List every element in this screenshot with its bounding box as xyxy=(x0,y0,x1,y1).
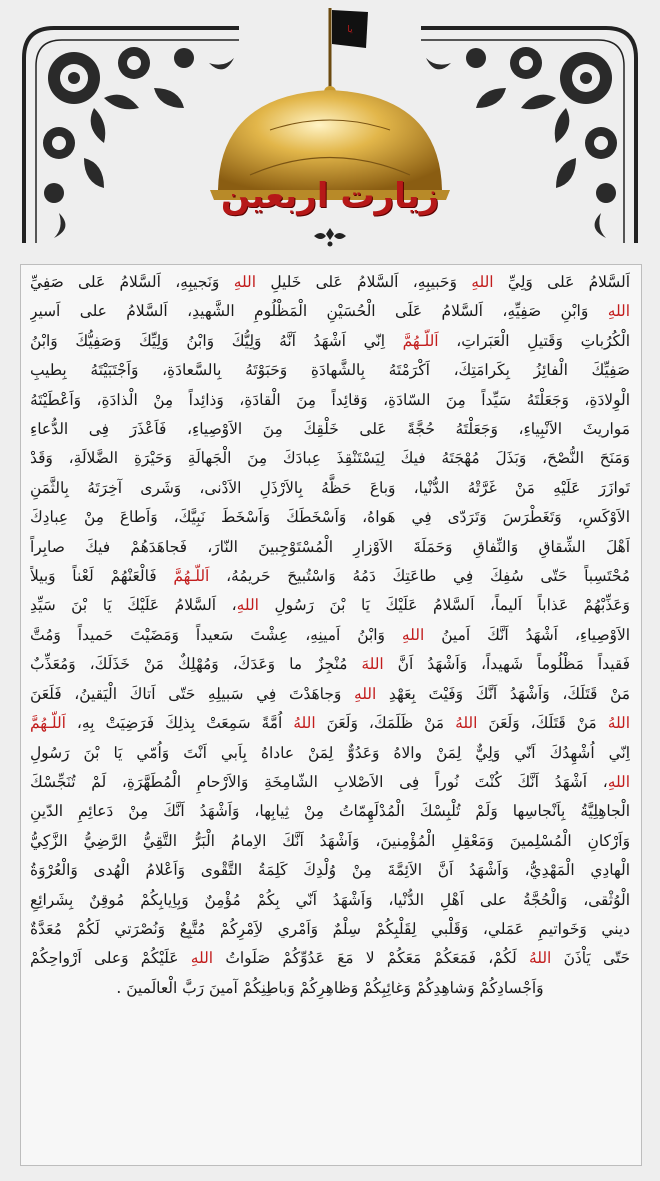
text-line xyxy=(30,297,630,326)
text-segment: وَحَبيبِهِ، اَلسَّلامُ عَلى خَليلِ xyxy=(256,273,472,291)
text-line xyxy=(30,474,630,503)
text-line xyxy=(30,621,630,650)
text-segment: اُمَّةً سَمِعَتْ بِذلِكَ فَرَضِيَتْ بِهِ، xyxy=(65,714,294,733)
divine-name-highlight: اللهُ xyxy=(528,949,552,968)
text-segment: الْوِلادَةِ، وَجَعَلْتَهُ سَيِّداً مِنَ السّادَةِ، وَقائِداً مِنَ الْقادَةِ، وَذائِداً مِنْ الْذادَةِ، وَاَعْطَيْتَهُ xyxy=(30,390,630,409)
divine-name-highlight: اللهُ xyxy=(455,714,478,733)
text-segment: مَنْ ظَلَمَكَ، وَلَعَنَ xyxy=(315,714,456,733)
text-segment: صَفِيِّكَ الْفائِزُ بِكَرامَتِكَ، اَكْرَمْتَهُ بِالشَّهادَةِ وَحَبَوْتَهُ بِالسَّعادَةِ، وَاَجْتَبَيْتَهُ بِطيبِ xyxy=(30,361,630,380)
text-segment: مَنْ قَتَلَكَ، وَاَشْهَدُ اَنَّكَ وَفَيْتَ بِعَهْدِ xyxy=(376,684,630,703)
text-segment: حَتّى يَاْذَنَ xyxy=(551,949,630,968)
divine-name-highlight: اَللّـهُمَّ xyxy=(30,714,66,733)
text-segment: مُحْتَسِباً حَتّى سُفِكَ فِي طاعَتِكَ دَمُهُ وَاسْتُبيحَ حَريمُهُ، xyxy=(209,567,630,586)
text-segment: وَابْنُ اَمينِهِ، عِشْتَ سَعيداً وَمَضَيْتَ حَميداً وَمُتَّ xyxy=(30,625,402,644)
text-segment: ، اَشْهَدُ اَنَّكَ كُنْتَ نُوراً فِى الاَصْلابِ الشّامِخَةِ وَالاَرْحامِ الْمُطَهَّرَةِ، لَمْ تُنَجِّسْكَ xyxy=(30,772,608,791)
text-line xyxy=(30,680,630,709)
divine-name-highlight: اللهَ xyxy=(361,655,384,674)
text-segment: الْجاهِلِيَّةُ بِاَنْجاسِها وَلَمْ تُلْبِسْكَ الْمُدْلَهِمّاتُ مِنْ ثِيابِها، وَاَشْهَدُ اَنَّكَ مِنْ دَعائِمِ الدّينِ xyxy=(30,802,630,821)
text-segment: اِنّي اَشْهَدُ اَنَّهُ وَلِيُّكَ وَابْنُ وَلِيِّكَ وَصَفِيُّكَ وَابْنُ xyxy=(30,331,403,350)
divine-name-highlight: اللهِ xyxy=(401,625,425,644)
text-segment: فَقيداً مَظْلُوماً شَهيداً، وَاَشْهَدُ اَنَّ xyxy=(383,655,630,674)
text-segment: وَابْنِ صَفِيِّهِ، اَلسَّلامُ عَلَى الْحُسَيْنِ الْمَظْلُومِ الشَّهيدِ، اَلسَّلامُ على اَسيرِ xyxy=(30,302,608,321)
text-segment: مَواريثَ الاَنْبِياءِ، وَجَعَلْتَهُ حُجَّةً عَلى خَلْقِكَ مِنَ الاَوْصِياءِ، فَاَعْذَرَ فِى الدُّعاءِ xyxy=(30,420,630,439)
text-segment: وَنَجيبِهِ، اَلسَّلامُ عَلى صَفِيِّ xyxy=(30,273,234,291)
divine-name-highlight: اللهِ xyxy=(190,949,214,968)
text-line xyxy=(30,562,630,591)
divine-name-highlight: اللهِ xyxy=(233,273,257,291)
text-line xyxy=(30,356,630,385)
text-line xyxy=(30,797,630,826)
divine-name-highlight: اللهِ xyxy=(236,596,259,615)
text-segment: وَعَذِّبْهُمْ عَذاباً اَليماً، اَلسَّلامُ عَلَيْكَ يَا بْنَ رَسُولِ xyxy=(258,596,630,615)
text-segment: اِنّي اُشْهِدُكَ اَنّي وَلِيٌّ لِمَنْ والاهُ وَعَدُوٌّ لِمَنْ عاداهُ بِاَبي اَنْتَ وَاُمّي يَا بْنَ رَسُولِ xyxy=(30,743,630,762)
divine-name-highlight: اللهُ xyxy=(293,714,316,733)
text-line xyxy=(30,709,630,738)
ziyarat-text xyxy=(30,268,630,1148)
text-segment: وَاَجْسادِكُمْ وَشاهِدِكُمْ وَغائِبِكُمْ وَظاهِرِكُمْ وَباطِنِكُمْ آمينَ رَبَّ الْعالَمينَ . xyxy=(116,978,544,997)
text-segment: وَاَرْكانِ الْمُسْلِمينَ وَمَعْقِلِ الْمُؤْمِنينَ، وَاَشْهَدُ اَنَّكَ الاِمامُ الْبَرُّ التَّقِيُّ الرَّضِيُّ الزَّكِيُّ xyxy=(30,831,630,850)
text-line xyxy=(30,444,630,473)
text-segment: فَالْعَنْهُمْ لَعْناً وَبيلاً xyxy=(30,567,174,586)
text-line xyxy=(30,827,630,856)
text-segment: ديني وَخَواتيمِ عَمَلي، وَقَلْبي لِقَلْبِكُمْ سِلْمٌ وَاَمْري لاَِمْرِكُمْ مُتَّبِعٌ وَنُصْرَتي لَكُمْ مُعَدَّةٌ xyxy=(30,919,630,938)
text-segment: تَوازَرَ عَلَيْهِ مَنْ غَرَّتْهُ الدُّنْيا، وَباعَ حَظَّهُ بِالاَرْذَلِ الاَدْنى، وَشَرى آخِرَتَهُ بِالثَّمَنِ xyxy=(30,478,630,497)
text-line xyxy=(30,650,630,679)
text-segment: مُنْجِزٌ ما وَعَدَكَ، وَمُهْلِكٌ مَنْ خَذَلَكَ، وَمُعَذِّبٌ xyxy=(30,655,362,674)
text-line xyxy=(30,768,630,797)
title-ornament-icon xyxy=(312,226,348,248)
page-title: زیارت اربعین xyxy=(220,176,440,216)
text-segment: اَهْلَ الشِّقاقِ وَالنِّفاقِ وَحَمَلَةَ الاَوْزارِ الْمُسْتَوْجِبينَ النّارَ، فَجاهَدَهُمْ فيكَ صابِراً xyxy=(30,537,630,556)
text-line xyxy=(30,415,630,444)
text-line xyxy=(30,739,630,768)
text-segment: الْكُرُباتِ وَقَتيلِ الْعَبَراتِ، xyxy=(438,331,630,350)
text-line xyxy=(30,915,630,944)
text-segment: الْوُثْقى، وَالْحُجَّةُ على اَهْلِ الدُّنْيا، وَاَشْهَدُ اَنّي بِكُمْ مُؤْمِنٌ وَبِاِيابِكُمْ مُوقِنٌ بِشَرائِعِ xyxy=(30,890,630,909)
divine-name-highlight: اللهِ xyxy=(607,772,630,791)
divine-name-highlight: اللهِ xyxy=(353,684,377,703)
text-segment: مَنْ قَتَلَكَ، وَلَعَنَ xyxy=(477,714,608,733)
text-segment: ، اَلسَّلامُ عَلَيْكَ يَا بْنَ سَيِّدِ xyxy=(30,596,237,615)
text-line xyxy=(30,327,630,356)
divine-name-highlight: اَللّـهُمَّ xyxy=(173,567,210,586)
text-line xyxy=(30,386,630,415)
divine-name-highlight: اللهِ xyxy=(471,273,494,291)
text-segment: عَلَيْكُمْ وَعلى اَرْواحِكُمْ xyxy=(30,949,191,968)
svg-text:یا: یا xyxy=(347,25,353,35)
text-segment: وَمَنَحَ النُّصْحَ، وَبَذَلَ مُهْجَتَهُ فيكَ لِيَسْتَنْقِذَ عِبادَكَ مِنَ الْجَهالَةِ وَحَيْرَةِ الضَّلالَةِ، وَقَدْ xyxy=(30,449,630,468)
text-line xyxy=(30,856,630,885)
text-line xyxy=(30,974,630,1003)
text-line xyxy=(30,591,630,620)
text-line xyxy=(30,533,630,562)
text-segment: اَلسَّلامُ عَلى وَلِيِّ xyxy=(493,273,630,291)
text-line xyxy=(30,268,630,297)
text-segment: الْهادِي الْمَهْدِيُّ، وَاَشْهَدُ اَنَّ الاَئِمَّةَ مِنْ وُلْدِكَ كَلِمَةُ التَّقْوى وَاَعْلامُ الْهُدى وَالْعُرْوَةُ xyxy=(30,861,630,880)
text-line xyxy=(30,944,630,973)
text-line xyxy=(30,503,630,532)
divine-name-highlight: اَللّـهُمَّ xyxy=(402,331,439,350)
text-segment: الاَوْكَسِ، وَتَغَطْرَسَ وَتَرَدّى فِي هَواهُ، وَاَسْخَطَكَ وَاَسْخَطَ نَبِيَّكَ، وَاَطاعَ مِنْ عِبادِكَ xyxy=(30,508,630,527)
divine-name-highlight: اللهُ xyxy=(607,714,630,733)
text-segment: الاَوْصِياءِ، اَشْهَدُ اَنَّكَ اَمينُ xyxy=(424,625,630,644)
text-segment: وَجاهَدْتَ فِي سَبيلِهِ حَتّى اَتاكَ الْيَقينُ، فَلَعَنَ xyxy=(30,684,354,703)
text-segment: لَكُمْ، فَمَعَكُمْ مَعَكُمْ لا مَعَ عَدُوِّكُمْ صَلَواتُ xyxy=(213,949,529,968)
text-line xyxy=(30,886,630,915)
divine-name-highlight: اللهِ xyxy=(607,302,630,321)
